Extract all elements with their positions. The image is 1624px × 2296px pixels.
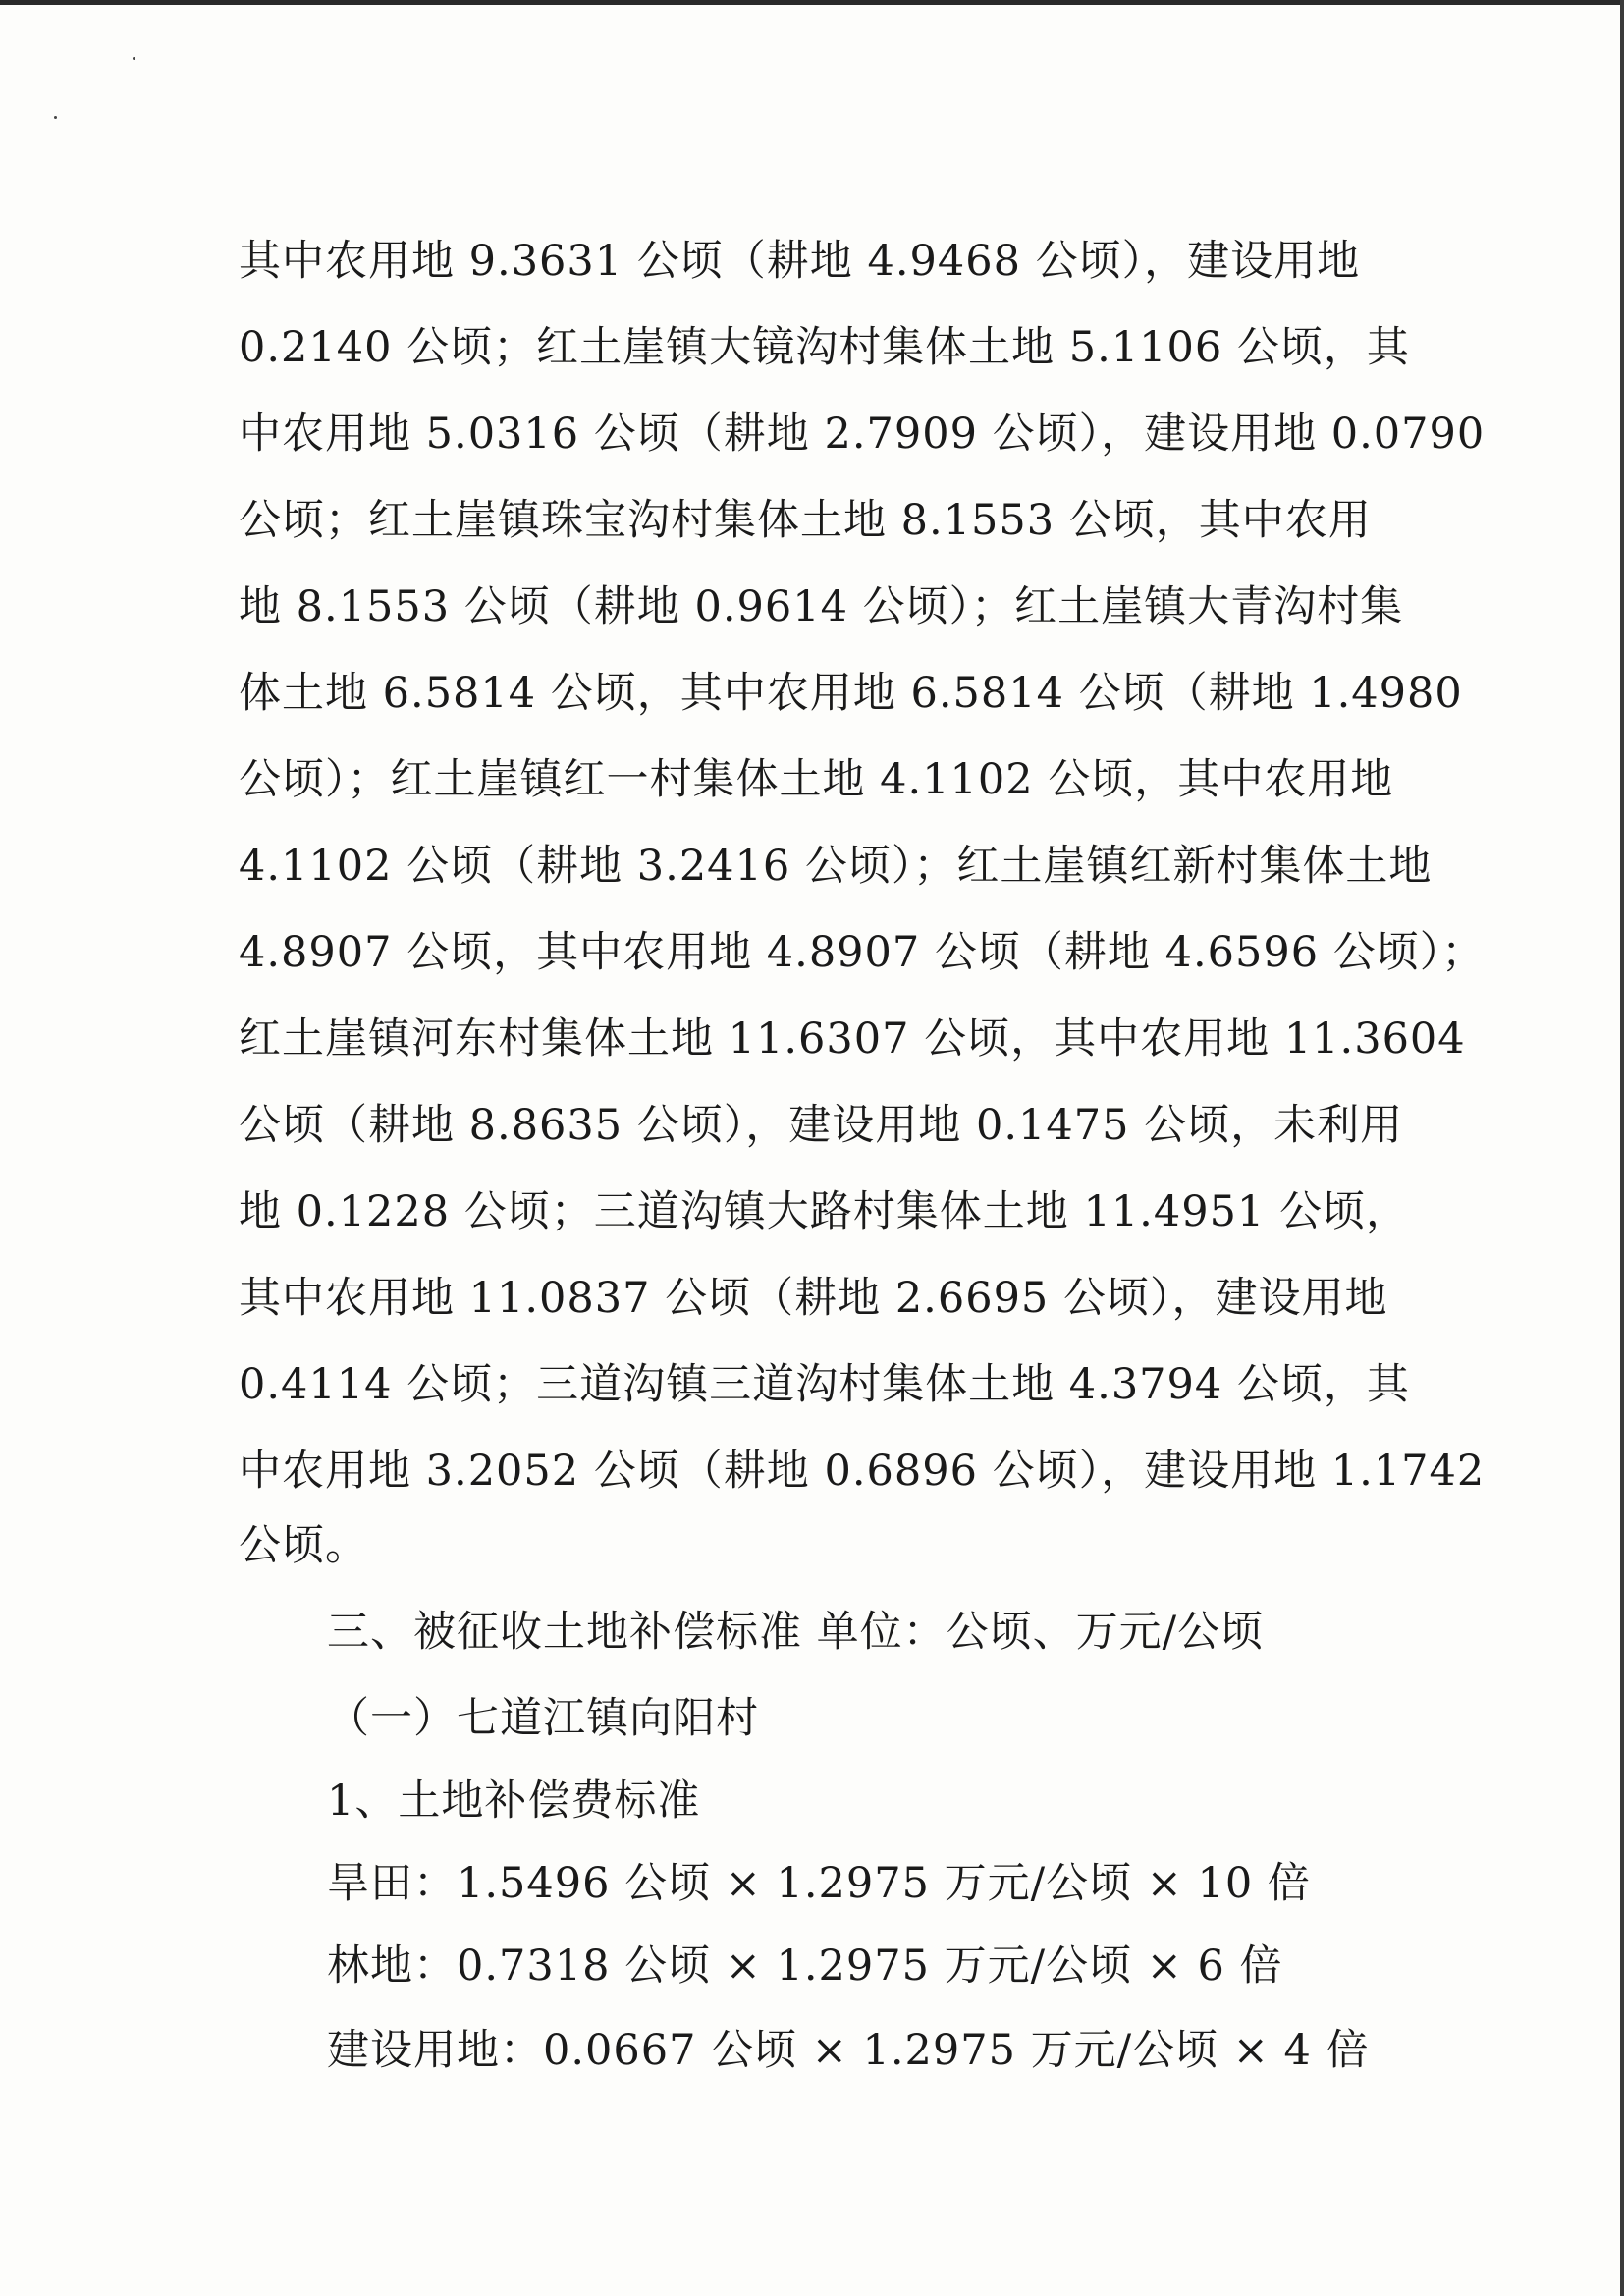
formula-line: 建设用地：0.0667 公顷 × 1.2975 万元/公顷 × 4 倍 bbox=[327, 2026, 1370, 2075]
paragraph-line: 公顷（耕地 8.8635 公顷），建设用地 0.1475 公顷，未利用 bbox=[239, 1101, 1404, 1150]
paragraph-line: 公顷。 bbox=[239, 1521, 368, 1570]
paragraph-line: 其中农用地 11.0837 公顷（耕地 2.6695 公顷），建设用地 bbox=[239, 1274, 1388, 1323]
paragraph-line: 红土崖镇河东村集体土地 11.6307 公顷，其中农用地 11.3604 bbox=[239, 1014, 1466, 1064]
formula-line: 旱田：1.5496 公顷 × 1.2975 万元/公顷 × 10 倍 bbox=[327, 1859, 1311, 1908]
paragraph-line: 公顷；红土崖镇珠宝沟村集体土地 8.1553 公顷，其中农用 bbox=[239, 496, 1372, 545]
formula-line: 林地：0.7318 公顷 × 1.2975 万元/公顷 × 6 倍 bbox=[327, 1941, 1283, 1991]
section-heading: 三、被征收土地补偿标准 单位：公顷、万元/公顷 bbox=[327, 1608, 1265, 1657]
paragraph-line: 其中农用地 9.3631 公顷（耕地 4.9468 公顷），建设用地 bbox=[239, 237, 1361, 286]
paragraph-line: 0.4114 公顷；三道沟镇三道沟村集体土地 4.3794 公顷，其 bbox=[239, 1360, 1410, 1409]
paragraph-line: 地 0.1228 公顷；三道沟镇大路村集体土地 11.4951 公顷， bbox=[239, 1187, 1409, 1236]
paragraph-line: 4.8907 公顷，其中农用地 4.8907 公顷（耕地 4.6596 公顷）； bbox=[239, 928, 1486, 977]
paragraph-line: 中农用地 5.0316 公顷（耕地 2.7909 公顷），建设用地 0.0790 bbox=[239, 410, 1486, 459]
subsection-heading: （一）七道江镇向阳村 bbox=[327, 1694, 759, 1743]
paragraph-line: 4.1102 公顷（耕地 3.2416 公顷）；红土崖镇红新村集体土地 bbox=[239, 842, 1433, 891]
paragraph-line: 地 8.1553 公顷（耕地 0.9614 公顷）；红土崖镇大青沟村集 bbox=[239, 582, 1404, 631]
paragraph-line: 0.2140 公顷；红土崖镇大镜沟村集体土地 5.1106 公顷，其 bbox=[239, 323, 1410, 372]
paragraph-line: 公顷）；红土崖镇红一村集体土地 4.1102 公顷，其中农用地 bbox=[239, 755, 1394, 804]
item-heading: 1、土地补偿费标准 bbox=[327, 1777, 701, 1826]
paragraph-line: 中农用地 3.2052 公顷（耕地 0.6896 公顷），建设用地 1.1742 bbox=[239, 1447, 1486, 1496]
paragraph-line: 体土地 6.5814 公顷，其中农用地 6.5814 公顷（耕地 1.4980 bbox=[239, 669, 1463, 718]
